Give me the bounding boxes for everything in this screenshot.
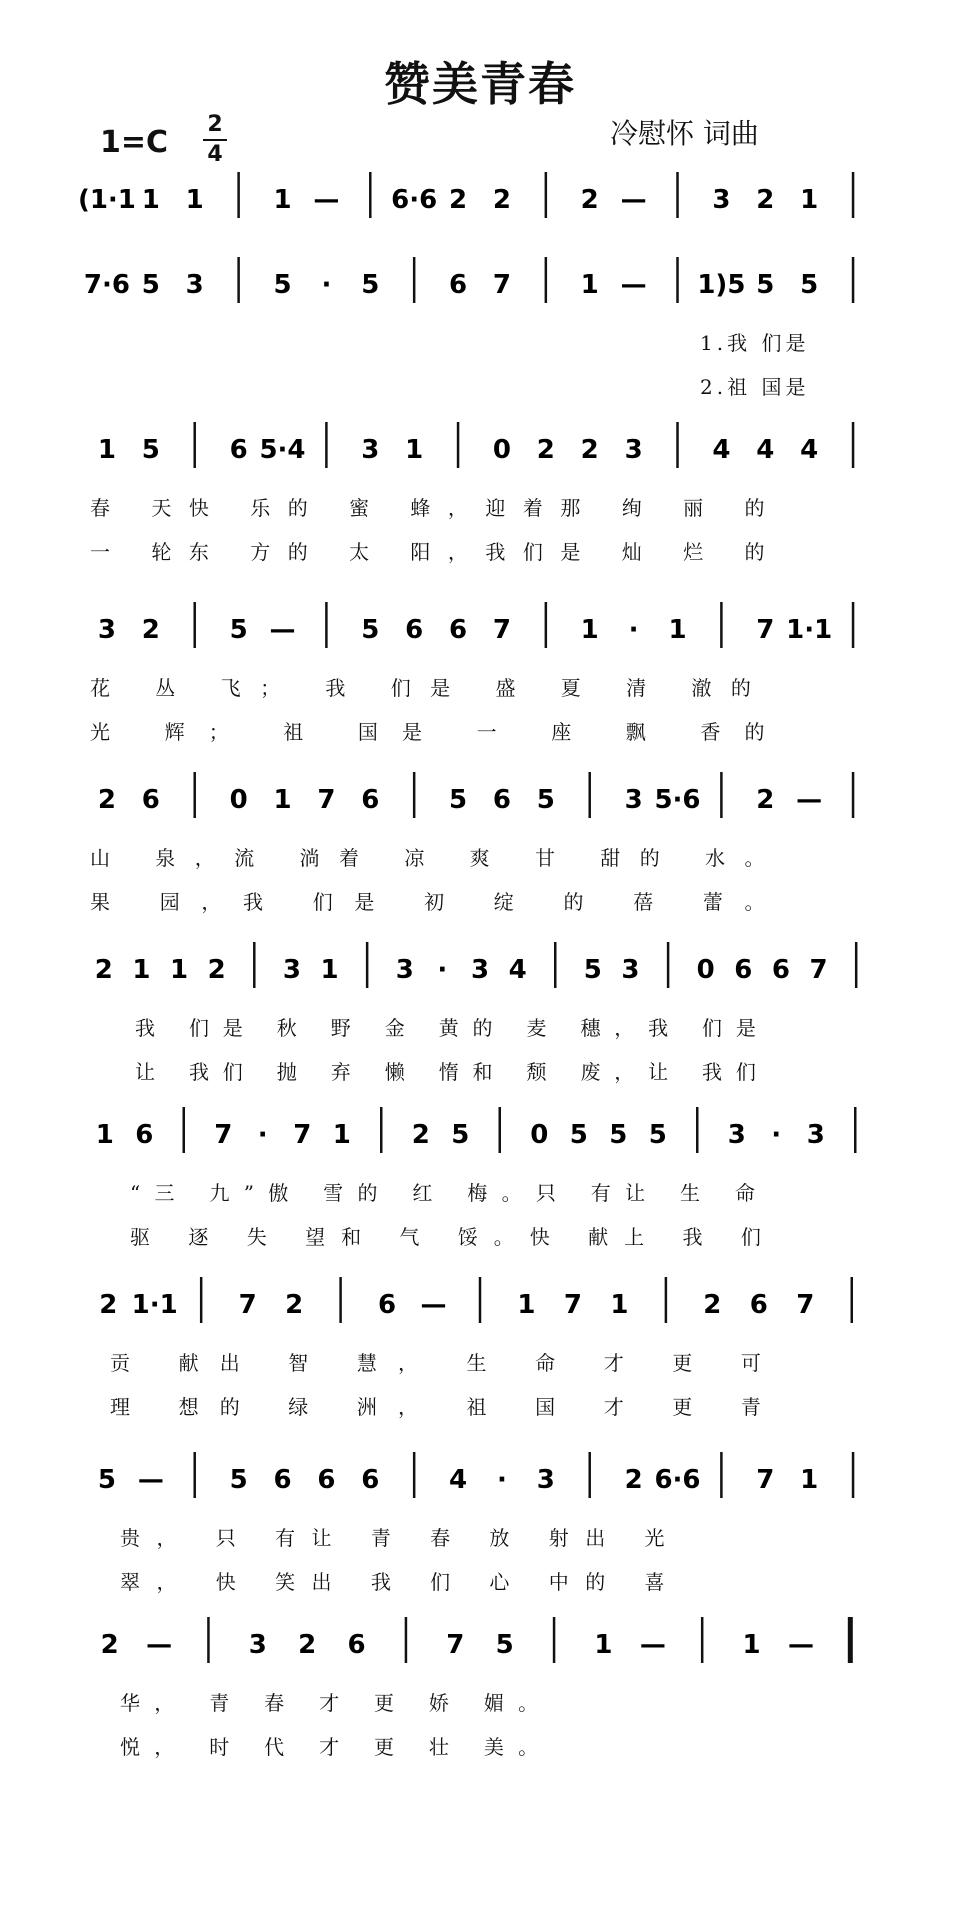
note: 5 bbox=[583, 955, 602, 985]
lyrics-verse-1: 华， 青 春 才 更 娇 媚。 bbox=[120, 1691, 553, 1715]
note: 6 bbox=[405, 615, 424, 645]
note: 3 bbox=[185, 270, 204, 300]
note: 4 bbox=[756, 435, 775, 465]
note: · bbox=[771, 1120, 782, 1150]
note: 5·6 bbox=[654, 785, 701, 815]
note: 3 bbox=[536, 1465, 555, 1495]
note: 7 bbox=[756, 1465, 775, 1495]
lyrics-verse-2: 一 轮东 方的 太 阳，我们是 灿 烂 的 bbox=[90, 540, 783, 564]
note: 5 bbox=[569, 1120, 588, 1150]
notation-row bbox=[0, 410, 960, 480]
note: 3 bbox=[97, 615, 116, 645]
notation-row bbox=[0, 1440, 960, 1510]
note: 0 bbox=[229, 785, 248, 815]
note: 5 bbox=[229, 1465, 248, 1495]
note: 4 bbox=[508, 955, 527, 985]
note: 1 bbox=[332, 1120, 351, 1150]
note: 5 bbox=[361, 615, 380, 645]
note: 1·1 bbox=[131, 1290, 178, 1320]
notation-row bbox=[0, 245, 960, 315]
time-signature-bottom: 4 bbox=[207, 142, 223, 167]
note: 5 bbox=[97, 1465, 116, 1495]
notation-row bbox=[0, 590, 960, 660]
note: 6 bbox=[449, 615, 468, 645]
note: 5 bbox=[756, 270, 775, 300]
sustain-dash: — bbox=[313, 185, 340, 215]
sustain-dash: — bbox=[146, 1630, 173, 1660]
note: 1)5 bbox=[697, 270, 746, 300]
lyrics-verse-1: 我 们是 秋 野 金 黄的 麦 穗，我 们是 bbox=[135, 1016, 770, 1040]
note: 3 bbox=[624, 785, 643, 815]
note: 0 bbox=[696, 955, 715, 985]
note: 3 bbox=[470, 955, 490, 985]
note: 1 bbox=[185, 185, 204, 215]
lyrics-verse-2: 光 辉； 祖 国是 一 座 飘 香的 bbox=[90, 720, 789, 744]
note: 5 bbox=[449, 785, 468, 815]
note: 5 bbox=[141, 270, 160, 300]
note: 6 bbox=[361, 785, 380, 815]
note: 2 bbox=[703, 1290, 722, 1320]
note: 7 bbox=[214, 1120, 233, 1150]
note: 1 bbox=[742, 1630, 761, 1660]
note: 7 bbox=[293, 1120, 312, 1150]
note: 5 bbox=[229, 615, 248, 645]
composer-credit: 冷慰怀 词曲 bbox=[610, 117, 759, 150]
sustain-dash: — bbox=[787, 1630, 814, 1660]
sustain-dash: — bbox=[420, 1290, 447, 1320]
note: 7 bbox=[492, 615, 511, 645]
note: 7 bbox=[317, 785, 336, 815]
note: 6·6 bbox=[654, 1465, 701, 1495]
note: 4 bbox=[712, 435, 731, 465]
lyrics-verse-1: “三 九”傲 雪的 红 梅。只 有让 生 命 bbox=[130, 1181, 770, 1205]
note: 6 bbox=[449, 270, 468, 300]
sustain-dash: — bbox=[796, 785, 823, 815]
time-signature-top: 2 bbox=[207, 112, 223, 137]
notation-row bbox=[0, 1265, 960, 1335]
notation-row bbox=[0, 160, 960, 230]
note: 2 bbox=[100, 1630, 119, 1660]
note: 5 bbox=[609, 1120, 628, 1150]
lyrics-verse-2: 果 园，我 们是 初 绽 的 蓓 蕾。 bbox=[90, 890, 787, 914]
lyrics-verse-2: 让 我们 抛 弃 懒 惰和 颓 废，让 我们 bbox=[135, 1060, 770, 1084]
note: 3 bbox=[361, 435, 380, 465]
notation-row bbox=[0, 760, 960, 830]
sustain-dash: — bbox=[620, 270, 647, 300]
note: 2 bbox=[449, 185, 468, 215]
note: 5 bbox=[451, 1120, 470, 1150]
note: 3 bbox=[282, 955, 301, 985]
lyrics-verse-1: 1.我 们是 bbox=[700, 331, 810, 355]
note: 6·6 bbox=[391, 185, 438, 215]
note: 1 bbox=[141, 185, 160, 215]
notation-row bbox=[0, 1095, 960, 1165]
note: 1 bbox=[170, 955, 189, 985]
note: 5 bbox=[273, 270, 292, 300]
note: 0 bbox=[492, 435, 511, 465]
note: 0 bbox=[530, 1120, 549, 1150]
note: 5 bbox=[141, 435, 160, 465]
note: 6 bbox=[361, 1465, 380, 1495]
note: · bbox=[321, 270, 332, 300]
lyrics-verse-1: 贡 献出 智 慧， 生 命 才 更 可 bbox=[110, 1351, 782, 1375]
note: 7·6 bbox=[83, 270, 130, 300]
note: · bbox=[628, 615, 639, 645]
note: 2 bbox=[580, 435, 599, 465]
note: 5 bbox=[361, 270, 380, 300]
notation-row bbox=[0, 1605, 960, 1675]
sustain-dash: — bbox=[137, 1465, 164, 1495]
note: 6 bbox=[749, 1290, 768, 1320]
note: 1 bbox=[273, 185, 292, 215]
note: 3 bbox=[621, 955, 640, 985]
note: 4 bbox=[449, 1465, 468, 1495]
lyrics-verse-2: 驱 逐 失 望和 气 馁。快 献上 我 们 bbox=[130, 1225, 777, 1249]
note: 5 bbox=[495, 1630, 514, 1660]
note: 2 bbox=[756, 185, 775, 215]
note: 3 bbox=[712, 185, 731, 215]
note: 1 bbox=[800, 1465, 819, 1495]
note: 1 bbox=[273, 785, 292, 815]
note: 3 bbox=[727, 1120, 746, 1150]
note: 3 bbox=[248, 1630, 267, 1660]
note: 6 bbox=[317, 1465, 336, 1495]
note: 3 bbox=[395, 955, 414, 985]
note: 1 bbox=[132, 955, 151, 985]
note: 1 bbox=[405, 435, 424, 465]
note: 1 bbox=[320, 955, 339, 985]
note: 1 bbox=[668, 615, 687, 645]
note: 7 bbox=[756, 615, 775, 645]
lyrics-verse-1: 贵， 只 有让 青 春 放 射出 光 bbox=[120, 1526, 681, 1550]
lyrics-verse-1: 花 丛 飞； 我 们是 盛 夏 清 澈的 bbox=[90, 676, 771, 700]
note: 2 bbox=[624, 1465, 643, 1495]
note: 6 bbox=[771, 955, 790, 985]
sustain-dash: — bbox=[620, 185, 647, 215]
sustain-dash: — bbox=[269, 615, 296, 645]
note: 1 bbox=[800, 185, 819, 215]
note: 5 bbox=[536, 785, 555, 815]
note: 2 bbox=[207, 955, 226, 985]
lyrics-verse-2: 悦， 时 代 才 更 壮 美。 bbox=[120, 1735, 553, 1759]
note: 2 bbox=[492, 185, 511, 215]
note: 7 bbox=[809, 955, 828, 985]
note: 2 bbox=[97, 785, 116, 815]
notation-row bbox=[0, 930, 960, 1000]
note: 6 bbox=[734, 955, 753, 985]
key-signature: 1=C bbox=[100, 125, 169, 160]
note: 6 bbox=[135, 1120, 154, 1150]
note: 6 bbox=[273, 1465, 292, 1495]
note: 1 bbox=[97, 435, 116, 465]
note: 7 bbox=[238, 1290, 257, 1320]
note: 1 bbox=[610, 1290, 629, 1320]
sustain-dash: — bbox=[639, 1630, 666, 1660]
note: 2 bbox=[141, 615, 160, 645]
note: 7 bbox=[563, 1290, 582, 1320]
note: 2 bbox=[756, 785, 775, 815]
note: 7 bbox=[796, 1290, 815, 1320]
note: 1 bbox=[517, 1290, 536, 1320]
note: 6 bbox=[141, 785, 160, 815]
note: · bbox=[496, 1465, 507, 1495]
note: 2 bbox=[536, 435, 555, 465]
note: 1 bbox=[580, 270, 599, 300]
note: 4 bbox=[800, 435, 819, 465]
note: 2 bbox=[285, 1290, 304, 1320]
note: 1 bbox=[95, 1120, 114, 1150]
lyrics-verse-1: 春 天快 乐的 蜜 蜂，迎着那 绚 丽 的 bbox=[90, 496, 783, 520]
note: 2 bbox=[411, 1120, 430, 1150]
note: 5 bbox=[800, 270, 819, 300]
lyrics-verse-1: 山 泉，流 淌着 凉 爽 甘 甜的 水。 bbox=[90, 846, 784, 870]
note: 2 bbox=[298, 1630, 317, 1660]
note: 6 bbox=[492, 785, 511, 815]
note: 6 bbox=[229, 435, 248, 465]
note: 5·4 bbox=[259, 435, 306, 465]
lyrics-verse-2: 2.祖 国是 bbox=[700, 375, 810, 399]
note: 6 bbox=[378, 1290, 397, 1320]
song-title: 赞美青春 bbox=[384, 57, 576, 111]
note: 3 bbox=[806, 1120, 825, 1150]
note: 7 bbox=[492, 270, 511, 300]
note: · bbox=[437, 955, 448, 985]
note: 1·1 bbox=[786, 615, 833, 645]
lyrics-verse-2: 翠， 快 笑出 我 们 心 中的 喜 bbox=[120, 1570, 681, 1594]
note: (1·1 bbox=[77, 185, 136, 215]
note: 1 bbox=[580, 615, 599, 645]
note: 2 bbox=[94, 955, 113, 985]
note: 7 bbox=[446, 1630, 465, 1660]
note: 6 bbox=[347, 1630, 366, 1660]
lyrics-verse-2: 理 想的 绿 洲， 祖 国 才 更 青 bbox=[110, 1395, 782, 1419]
note: 1 bbox=[594, 1630, 613, 1660]
note: 2 bbox=[580, 185, 599, 215]
note: 5 bbox=[648, 1120, 667, 1150]
note: 2 bbox=[99, 1290, 118, 1320]
note: · bbox=[257, 1120, 268, 1150]
note: 3 bbox=[624, 435, 643, 465]
